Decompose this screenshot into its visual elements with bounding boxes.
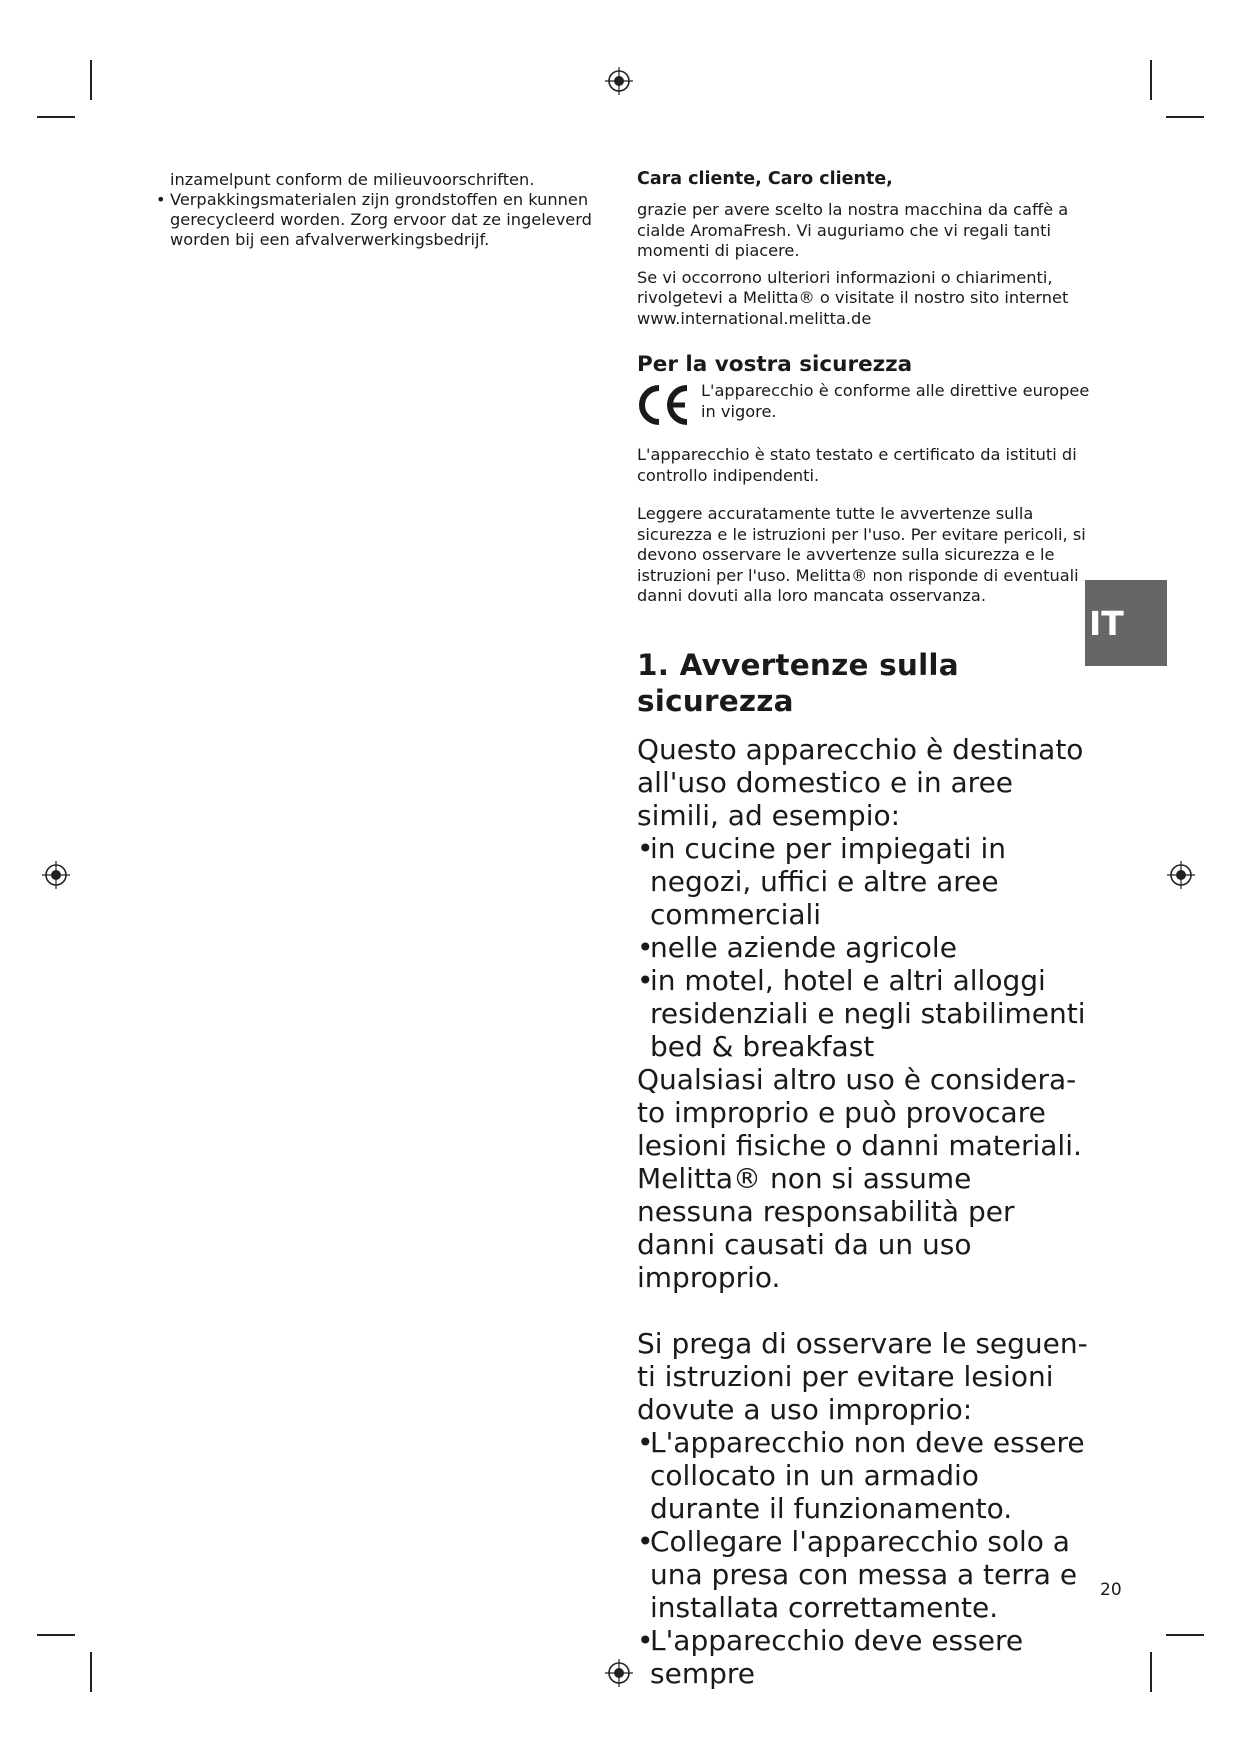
observe-bullet-item: • L'apparecchio non deve essere collocato in un armadio durante il funzionamento. xyxy=(637,1426,1092,1525)
registration-crosshair-icon xyxy=(604,1658,634,1688)
ce-mark-icon xyxy=(637,383,693,427)
safety-heading: Per la vostra sicurezza xyxy=(637,352,913,377)
left-bullet-list xyxy=(155,190,615,250)
tested-text: L'apparecchio è stato testato e certificato da istituti di controllo indipendenti. xyxy=(637,445,1077,485)
left-bullet-item: • Verpakkingsmaterialen zijn grondstoffen en kunnen gerecycleerd worden. Zorg ervoor dat ze ingeleverd worden bij een afvalverwerkingsbedrijf. xyxy=(155,190,615,250)
ce-text: L'apparecchio è conforme alle direttive europee in vigore. xyxy=(701,381,1090,421)
use-bullet-item: • nelle aziende agricole xyxy=(637,931,1092,964)
intro-paragraph-1: grazie per avere scelto la nostra macchina da caffè a cialde AromaFresh. Vi auguriamo che vi regali tanti momenti di piacere. xyxy=(637,200,1069,260)
registration-crosshair-icon xyxy=(41,860,71,890)
observe-intro: Si prega di osservare le seguen-ti istruzioni per evitare lesioni dovute a uso improprio: xyxy=(637,1326,1088,1426)
registration-crosshair-icon xyxy=(604,66,634,96)
use-intro: Questo apparecchio è destinato all'uso domestico e in aree simili, ad esempio: xyxy=(637,732,1084,832)
greeting: Cara cliente, Caro cliente, xyxy=(637,169,893,189)
crop-mark-bottom-right-h xyxy=(1166,1634,1204,1636)
left-line-1: inzamelpunt conform de milieuvoorschriften. xyxy=(170,170,535,189)
use-bullet-item: • in motel, hotel e altri alloggi residenziali e negli stabilimenti bed & breakfast xyxy=(637,964,1092,1063)
crop-mark-top-left-v xyxy=(90,60,92,100)
left-column xyxy=(155,170,615,250)
crop-mark-bottom-left-h xyxy=(37,1634,75,1636)
right-column xyxy=(637,168,1092,1690)
ce-row xyxy=(637,381,1092,427)
observe-bullet-item: • Collegare l'apparecchio solo a una presa con messa a terra e installata correttamente. xyxy=(637,1525,1092,1624)
crop-mark-bottom-right-v xyxy=(1150,1652,1152,1692)
crop-mark-top-right-h xyxy=(1166,116,1204,118)
crop-mark-top-left-h xyxy=(37,116,75,118)
language-tab: IT xyxy=(1085,580,1167,666)
registration-crosshair-icon xyxy=(1166,860,1196,890)
intro-paragraph-2: Se vi occorrono ulteriori informazioni o chiarimenti, rivolgetevi a Melitta® o visitate il nostro sito internet www.international.melitta.de xyxy=(637,267,1069,328)
use-bullet-item: • in cucine per impiegati in negozi, uffici e altre aree commerciali xyxy=(637,832,1092,931)
safety-body xyxy=(637,733,1092,1690)
use-outro: Qualsiasi altro uso è considera-to improprio e può provocare lesioni fisiche o danni materiali. Melitta® non si assume nessuna responsabilità per danni causati da un uso improprio. xyxy=(637,1062,1082,1294)
chapter-heading: 1. Avvertenze sulla sicurezza xyxy=(637,647,959,718)
use-bullet-list xyxy=(637,832,1092,1063)
crop-mark-top-right-v xyxy=(1150,60,1152,100)
page-number: 20 xyxy=(1100,1580,1122,1600)
crop-mark-bottom-left-v xyxy=(90,1652,92,1692)
observe-bullet-list xyxy=(637,1426,1092,1690)
read-instructions-text: Leggere accuratamente tutte le avvertenze sulla sicurezza e le istruzioni per l'uso. Per evitare pericoli, si devono osservare le avvertenze sulla sicurezza e le istruzioni per l'uso. Melitta® non risponde di eventuali danni dovuti alla loro mancata osservanza. xyxy=(637,504,1086,605)
observe-bullet-item: • L'apparecchio deve essere sempre xyxy=(637,1624,1092,1690)
